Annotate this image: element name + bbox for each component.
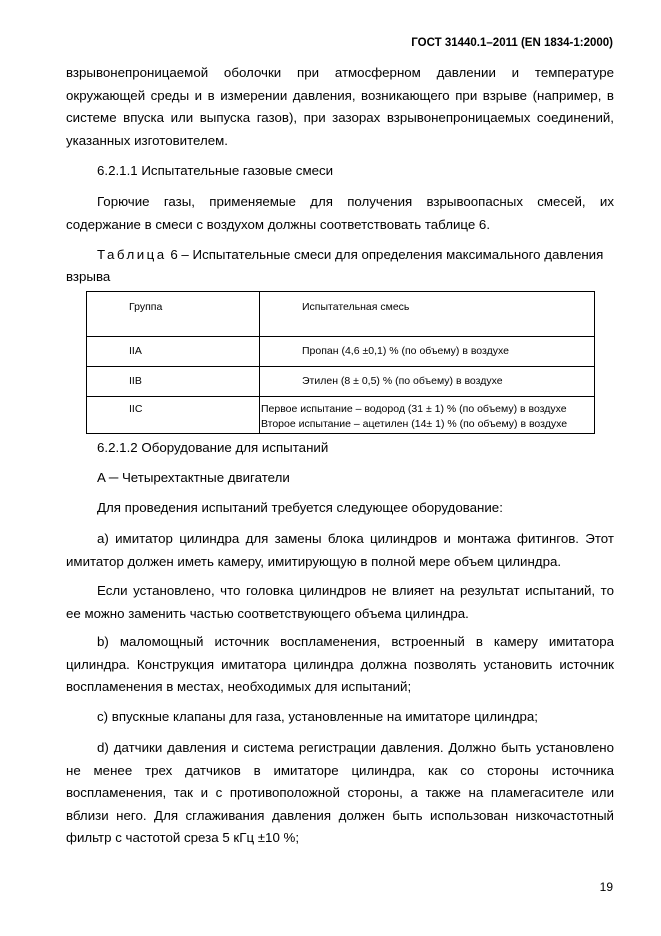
cell-group: IIB: [87, 367, 260, 397]
test-mixtures-table: [86, 291, 595, 434]
list-item-c: c) впускные клапаны для газа, установленные на имитаторе цилиндра;: [97, 709, 538, 724]
section-heading-6-2-1-1: 6.2.1.1 Испытательные газовые смеси: [97, 163, 334, 178]
table-caption-text: 6 – Испытательные смеси для определения максимального давления взрыва: [66, 247, 604, 284]
table-row: [87, 397, 595, 434]
mixture-line-2: Второе испытание – ацетилен (14± 1) % (по объему) в воздухе: [261, 418, 568, 430]
cell-mixture: Этилен (8 ± 0,5) % (по объему) в воздухе: [260, 367, 595, 397]
list-item-d: d) датчики давления и система регистрации давления. Должно быть установлено не менее трех датчиков в имитаторе цилиндра, как со стороны источника воспламенения, так и с противоположной стороны, а также на пламегасителе или вблизи него. Для сглаживания давления должен быть использован низкочастотный фильтр с частотой среза 5 кГц ±10 %;: [66, 740, 614, 845]
document-header: ГОСТ 31440.1–2011 (EN 1834-1:2000): [411, 37, 613, 49]
cell-mixture: Пропан (4,6 ±0,1) % (по объему) в воздухе: [260, 337, 595, 367]
paragraph: Если установлено, что головка цилиндров не влияет на результат испытаний, то ее можно заменить частью соответствующего объема цилиндра.: [66, 583, 614, 621]
paragraph: Горючие газы, применяемые для получения взрывоопасных смесей, их содержание в смеси с воздухом должны соответствовать таблице 6.: [66, 194, 614, 232]
mixture-line-1: Первое испытание – водород (31 ± 1) % (по объему) в воздухе: [261, 403, 567, 415]
header-cell-group: Группа: [87, 292, 260, 337]
table-header-row: [87, 292, 595, 337]
table-row: [87, 337, 595, 367]
cell-group: IIC: [87, 397, 260, 434]
paragraph: Для проведения испытаний требуется следующее оборудование:: [97, 500, 503, 515]
cell-mixture: [260, 397, 595, 434]
paragraph: взрывонепроницаемой оболочки при атмосферном давлении и температуре окружающей среды и в измерении давления, возникающего при взрыве (например, в системе впуска или выпуска газов), при зазорах взрывонепроницаемых соединений, указанных изготовителем.: [66, 65, 614, 148]
table-caption: [66, 244, 614, 288]
section-heading-6-2-1-2: 6.2.1.2 Оборудование для испытаний: [97, 440, 329, 455]
subsection-heading: A ─ Четырехтактные двигатели: [97, 470, 290, 485]
list-item-a: а) имитатор цилиндра для замены блока цилиндров и монтажа фитингов. Этот имитатор должен иметь камеру, имитирующую в полной мере объем цилиндра.: [66, 531, 614, 569]
header-cell-mixture: Испытательная смесь: [260, 292, 595, 337]
cell-group: IIA: [87, 337, 260, 367]
list-item-b: b) маломощный источник воспламенения, встроенный в камеру имитатора цилиндра. Конструкция имитатора цилиндра должна позволять установить источник воспламенения в местах, необходимых для испытаний;: [66, 634, 614, 694]
table-row: [87, 367, 595, 397]
table-caption-label: Таблица: [97, 247, 167, 262]
page-number: 19: [599, 880, 613, 894]
